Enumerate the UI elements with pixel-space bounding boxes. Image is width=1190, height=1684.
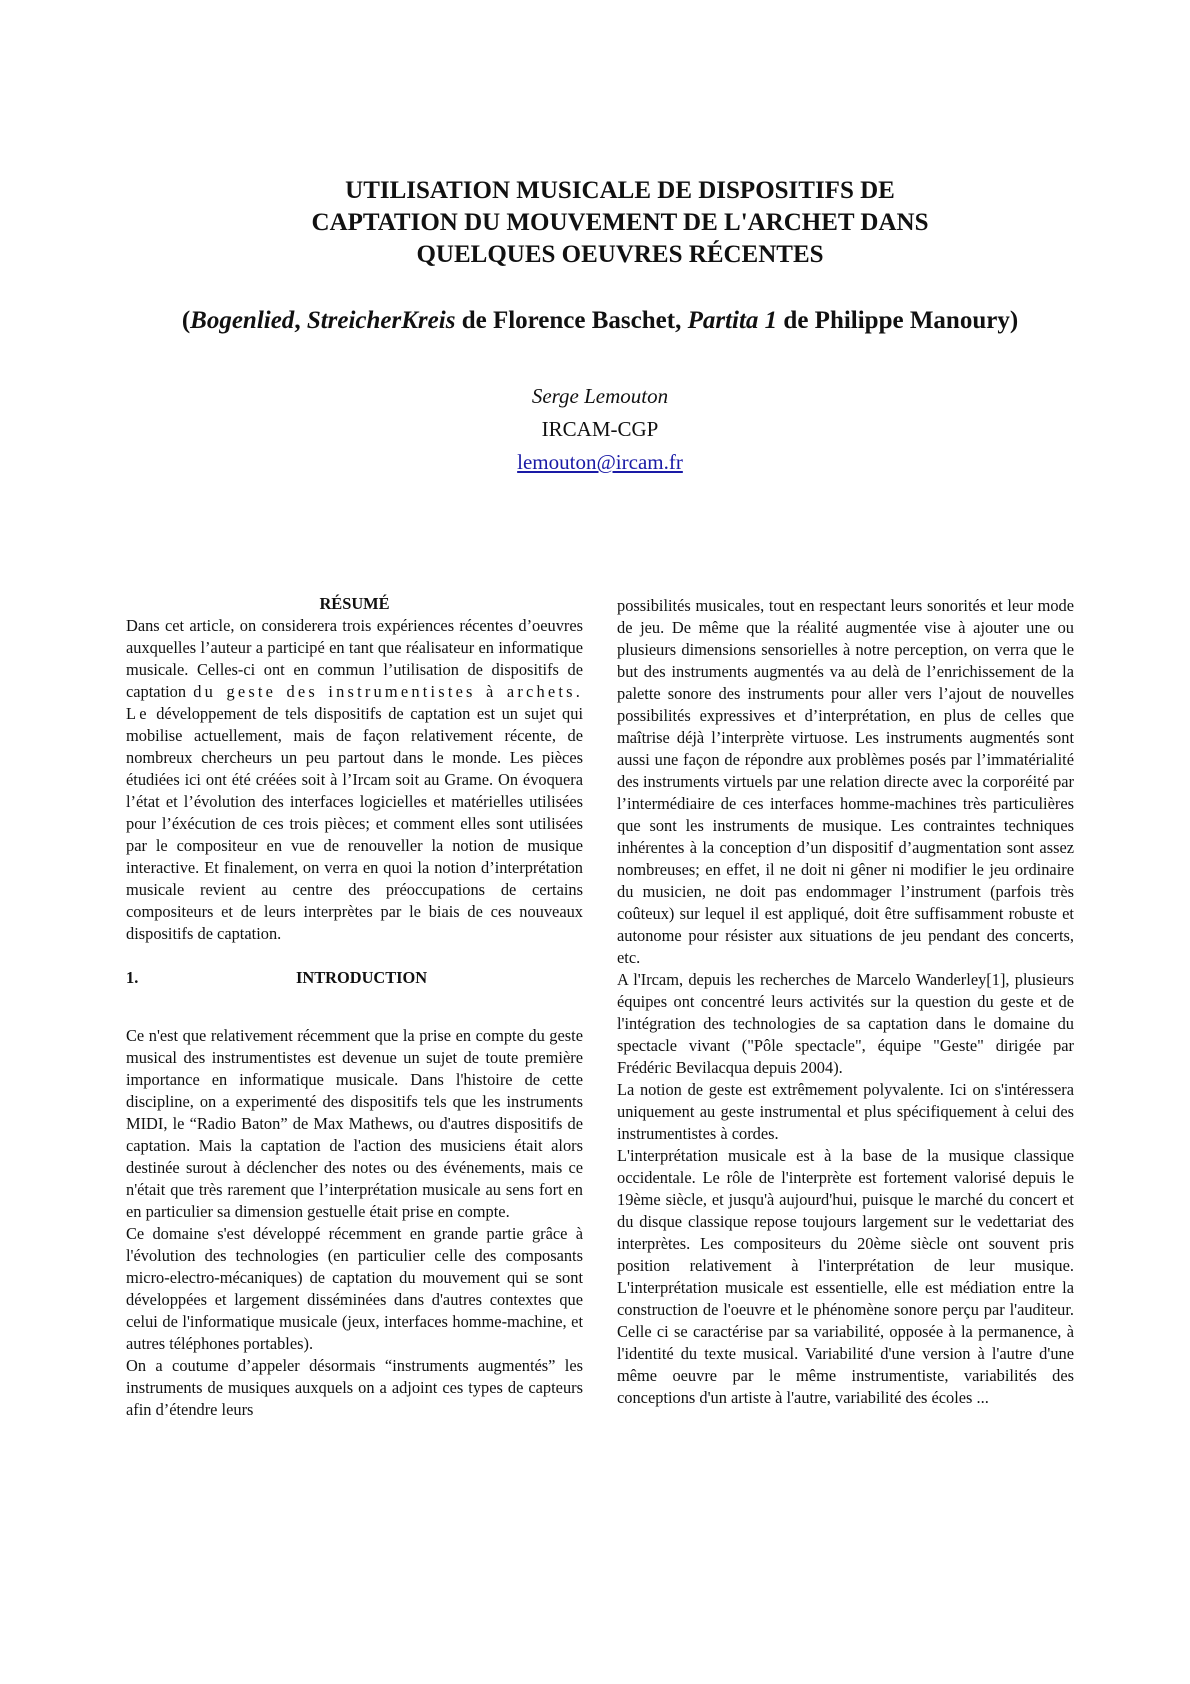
body-paragraph: L'interprétation musicale est à la base de la musique classique occidentale. Le rôle de l'interprète est fortement valorisé depuis le 19ème siècle, et jusqu'à aujourd'hui, puisque le marché du concert et du disque classique repose toujours largement sur le vedettariat des interprètes. Les compositeurs du 20ème siècle ont souvent pris position relativement à l'interprétation de leur musique. L'interprétation musicale est essentielle, elle est médiation entre la construction de l'oeuvre et le phénomène sonore perçu par l'auditeur. Celle ci se caractérise par sa variabilité, opposée à la permanence, à l'identité du texte musical. Variabilité d'une version à l'autre d'une même oeuvre par le même instrumentiste, variabilités des conceptions d'un artiste à l'autre, variabilité des écoles ... [617,1146,1074,1407]
title-line: QUELQUES OEUVRES RÉCENTES [416,241,824,268]
section-heading-introduction [126,967,583,989]
subtitle-composer-1: de Florence Baschet, [455,307,688,334]
work-title-bogenlied: Bogenlied [190,307,295,334]
work-title-partita: Partita 1 [687,307,778,334]
author-email-link[interactable]: lemouton@ircam.fr [517,450,683,474]
paper-title [160,175,1080,271]
section-number: 1. [126,968,139,987]
subtitle-open: ( [181,307,191,334]
author-block [400,380,800,479]
body-paragraph: Ce n'est que relativement récemment que la prise en compte du geste musical des instrumentistes est devenue un sujet de toute première importance en informatique musicale. Dans l'histoire de cette discipline, on a experimenté des dispositifs tels que les instruments MIDI, le “Radio Baton” de Max Mathews, ou d'autres dispositifs de captation. Mais la captation de l'action des musiciens était alors destinée surout à déclencher des notes ou des événements, mais ce n'était que très rarement que l’interprétation musicale au sens fort en en particulier sa dimension gestuelle était prise en compte. [126,1026,583,1221]
left-column [126,593,583,1421]
author-name: Serge Lemouton [531,384,669,408]
abstract-heading: RÉSUMÉ [319,594,390,613]
abstract-text-part: Dans cet article, on considerera trois expériences récentes d’oeuvres auxquelles l’auteur a participé en tant que réalisateur en informatique musicale. Celles-ci ont en commun l’utilisation de dispositifs de captation [126,616,583,701]
section-title: INTRODUCTION [296,968,428,987]
title-line: CAPTATION DU MOUVEMENT DE L'ARCHET DANS [311,209,929,236]
body-paragraph: Ce domaine s'est développé récemment en grande partie grâce à l'évolution des technologies (en particulier celle des composants micro-electro-mécaniques) de captation du mouvement qui se sont développées et largement disséminées dans d'autres contextes que celui de l'informatique musicale (jeux, interfaces homme-machine, et autres téléphones portables). [126,1224,583,1353]
title-line: UTILISATION MUSICALE DE DISPOSITIFS DE [345,177,895,204]
abstract-text-spaced: du geste des instrumentistes à archets. Le [126,682,583,723]
right-column [617,595,1074,1409]
author-affiliation: IRCAM-CGP [541,417,659,441]
abstract-text-part: développement de tels dispositifs de captation est un sujet qui mobilise actuellement, mais de façon relativement récente, de nombreux chercheurs un peu partout dans le monde. Les pièces étudiées ici ont été créées soit à l’Ircam soit au Grame. On évoquera l’état et l’évolution des interfaces logicielles et matérielles utilisées pour l’éxécution de ces trois pièces; et comment elles sont utilisées par le compositeur en vue de renouveller la notion de musique interactive. Et finalement, on verra en quoi la notion d’interprétation musicale revient au centre des préoccupations de certains compositeurs et de leurs interprètes par le biais de ces nouveaux dispositifs de captation. [126,704,583,943]
body-paragraph: On a coutume d’appeler désormais “instruments augmentés” les instruments de musiques auxquels on a adjoint ces types de capteurs afin d’étendre leurs [126,1356,583,1419]
body-paragraph: La notion de geste est extrêmement polyvalente. Ici on s'intéressera uniquement au geste instrumental et plus spécifiquement à celui des instrumentistes à cordes. [617,1080,1074,1143]
work-title-streicherkreis: StreicherKreis [306,307,456,334]
subtitle-separator: , [294,307,307,334]
abstract-text [126,615,583,945]
body-paragraph: possibilités musicales, tout en respectant leurs sonorités et leur mode de jeu. De même que la réalité augmentée vise à ajouter une ou plusieurs dimensions sensorielles à notre perception, on verra que le but des instruments augmentés va au delà de l’enrichissement de la palette sonore des instruments pour aller vers l’ajout de nouvelles possibilités expressives et d’interprétation, en plus de celles que maîtrise déjà l’interprète virtuose. Les instruments augmentés sont aussi une façon de répondre aux problèmes posés par l’immatérialité des instruments virtuels par une relation directe avec la corporéité par l’intermédiaire de ces interfaces homme-machines très particulières que sont les instruments de musique. Les contraintes techniques inhérentes à la conception d’un dispositif d’augmentation sont assez nombreuses; en effet, il ne doit ni gêner ni modifier le jeu ordinaire du musicien, ne doit pas endommager l’instrument (parfois très coûteux) sur lequel il est appliqué, doit être suffisamment robuste et autonome pour résister aux situations de jeu pendant des concerts, etc. [617,596,1074,967]
body-paragraph: A l'Ircam, depuis les recherches de Marcelo Wanderley[1], plusieurs équipes ont concentré leurs activités sur la question du geste et de l'intégration des technologies de sa captation dans le domaine du spectacle vivant ("Pôle spectacle", équipe "Geste" dirigée par Frédéric Bevilacqua depuis 2004). [617,970,1074,1077]
paper-subtitle [100,305,1100,337]
subtitle-composer-2: de Philippe Manoury) [777,307,1019,334]
